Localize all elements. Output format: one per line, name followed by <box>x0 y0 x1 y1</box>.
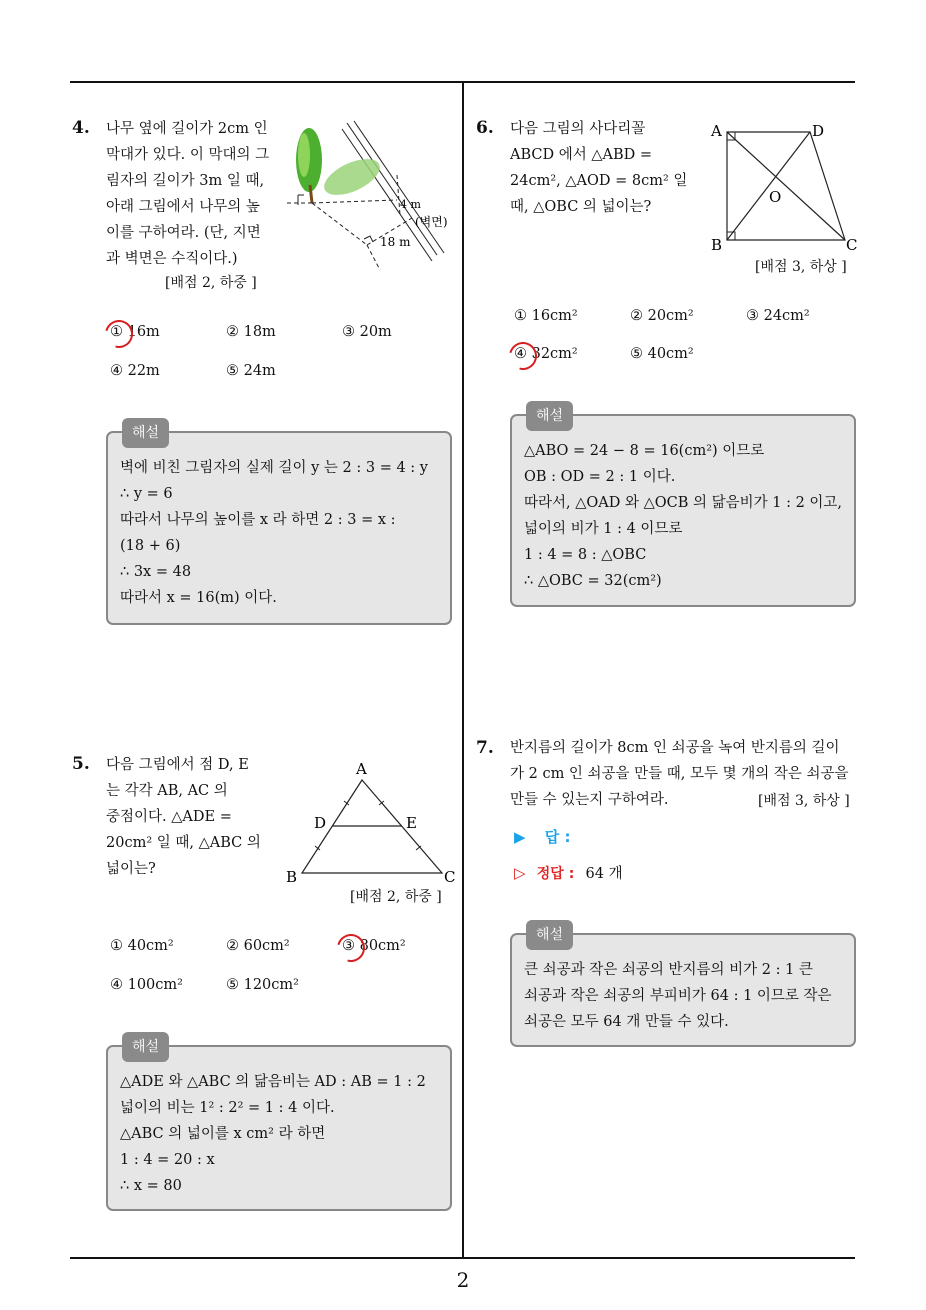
label-D: D <box>812 122 825 140</box>
question-text: 다음 그림에서 점 D, E 는 각각 AB, AC 의 중점이다. △ADE = 20cm² 일 때, △ABC 의 넓이는? <box>106 757 261 877</box>
answer-row[interactable] <box>514 826 571 847</box>
solution-box: 해설 벽에 비친 그림자의 실제 길이 y 는 2 : 3 = 4 : y ∴ y = 6 따라서 나무의 높이를 x 라 하면 2 : 3 = x : (18 + 6) ∴ 3x = 48 따라서 x = 16(m) 이다. <box>106 431 452 625</box>
answer-circle-mark <box>504 337 542 375</box>
label-A: A <box>356 760 367 778</box>
question-number: 4. <box>72 118 90 138</box>
choice-3[interactable]: ③ 20m <box>342 324 392 340</box>
score: [배점 2, 하중 ] <box>165 275 257 291</box>
tree-shadow-icon <box>319 152 385 203</box>
question-text: 나무 옆에 길이가 2cm 인 막대가 있다. 이 막대의 그 림자의 길이가 3m 일 때, 아래 그림에서 나무의 높 이를 구하여라. (단, 지면 과 벽면은 수직이다.) <box>106 121 270 267</box>
question-number: 6. <box>476 118 494 138</box>
correct-answer-row <box>514 862 623 883</box>
label-wall-shadow: 4 m <box>400 198 421 211</box>
solution-tag: 해설 <box>526 920 573 950</box>
correct-value: 64 개 <box>585 866 623 882</box>
column-divider <box>462 83 464 1259</box>
choice-3[interactable]: ③ 80cm² <box>342 938 406 954</box>
choice-5[interactable]: ⑤ 120cm² <box>226 977 299 993</box>
tree-shadow-figure <box>282 115 457 280</box>
solution-tag: 해설 <box>526 401 573 431</box>
question-number: 7. <box>476 738 494 758</box>
choice-5[interactable]: ⑤ 40cm² <box>630 346 694 362</box>
choice-4[interactable]: ④ 100cm² <box>110 977 183 993</box>
question-text: 반지름의 길이가 8cm 인 쇠공을 녹여 반지름의 길이 가 2 cm 인 쇠공을 만들 때, 모두 몇 개의 작은 쇠공을 만들 수 있는지 구하여라. <box>510 740 849 808</box>
solution-box: 해설 큰 쇠공과 작은 쇠공의 반지름의 비가 2 : 1 큰 쇠공과 작은 쇠공의 부피비가 64 : 1 이므로 작은 쇠공은 모두 64 개 만들 수 있다. <box>510 933 856 1047</box>
correct-arrow-icon: ▷ <box>514 864 526 882</box>
bottom-rule <box>70 1257 855 1259</box>
choice-4[interactable]: ④ 32cm² <box>514 346 578 362</box>
choice-1[interactable]: ① 16m <box>110 324 160 340</box>
choice-5[interactable]: ⑤ 24m <box>226 363 276 379</box>
correct-label: 정답 : <box>536 866 575 882</box>
label-wall: (벽면) <box>415 215 448 229</box>
choice-1[interactable]: ① 16cm² <box>514 308 578 324</box>
score: [배점 3, 하상 ] <box>755 259 847 275</box>
trapezoid-figure <box>705 118 865 258</box>
choice-1[interactable]: ① 40cm² <box>110 938 174 954</box>
label-ground-shadow: 18 m <box>380 235 411 249</box>
answer-circle-mark <box>100 315 138 353</box>
answer-circle-mark <box>332 929 370 967</box>
label-B: B <box>711 236 723 254</box>
label-D: D <box>314 814 327 832</box>
answer-label: 답 : <box>544 828 571 846</box>
question-text: 다음 그림의 사다리꼴 ABCD 에서 △ABD = 24cm², △AOD = 8cm² 일 때, △OBC 의 넓이는? <box>510 121 688 215</box>
label-A: A <box>711 122 722 140</box>
score: [배점 2, 하중 ] <box>350 889 442 905</box>
choice-3[interactable]: ③ 24cm² <box>746 308 810 324</box>
label-C: C <box>846 236 858 254</box>
solution-box: 해설 △ADE 와 △ABC 의 닮음비는 AD : AB = 1 : 2 넓이의 비는 1² : 2² = 1 : 4 이다. △ABC 의 넓이를 x cm² 라 하면 1 : 4 = 20 : x ∴ x = 80 <box>106 1045 452 1211</box>
label-E: E <box>406 814 417 832</box>
choice-2[interactable]: ② 18m <box>226 324 276 340</box>
choice-2[interactable]: ② 20cm² <box>630 308 694 324</box>
label-O: O <box>769 188 782 206</box>
solution-tag: 해설 <box>122 1032 169 1062</box>
page-number: 2 <box>456 1268 470 1292</box>
solution-tag: 해설 <box>122 418 169 448</box>
label-C: C <box>444 868 456 886</box>
label-B: B <box>286 868 298 886</box>
answer-arrow-icon: ▶ <box>514 828 526 846</box>
solution-box: 해설 △ABO = 24 − 8 = 16(cm²) 이므로 OB : OD = 2 : 1 이다. 따라서, △OAD 와 △OCB 의 닮음비가 1 : 2 이고, 넓이의 비가 1 : 4 이므로 1 : 4 = 8 : △OBC ∴ △OBC = 32(cm²) <box>510 414 856 607</box>
question-number: 5. <box>72 754 90 774</box>
score: [배점 3, 하상 ] <box>758 793 850 809</box>
choice-4[interactable]: ④ 22m <box>110 363 160 379</box>
triangle-figure <box>282 758 462 888</box>
choice-2[interactable]: ② 60cm² <box>226 938 290 954</box>
